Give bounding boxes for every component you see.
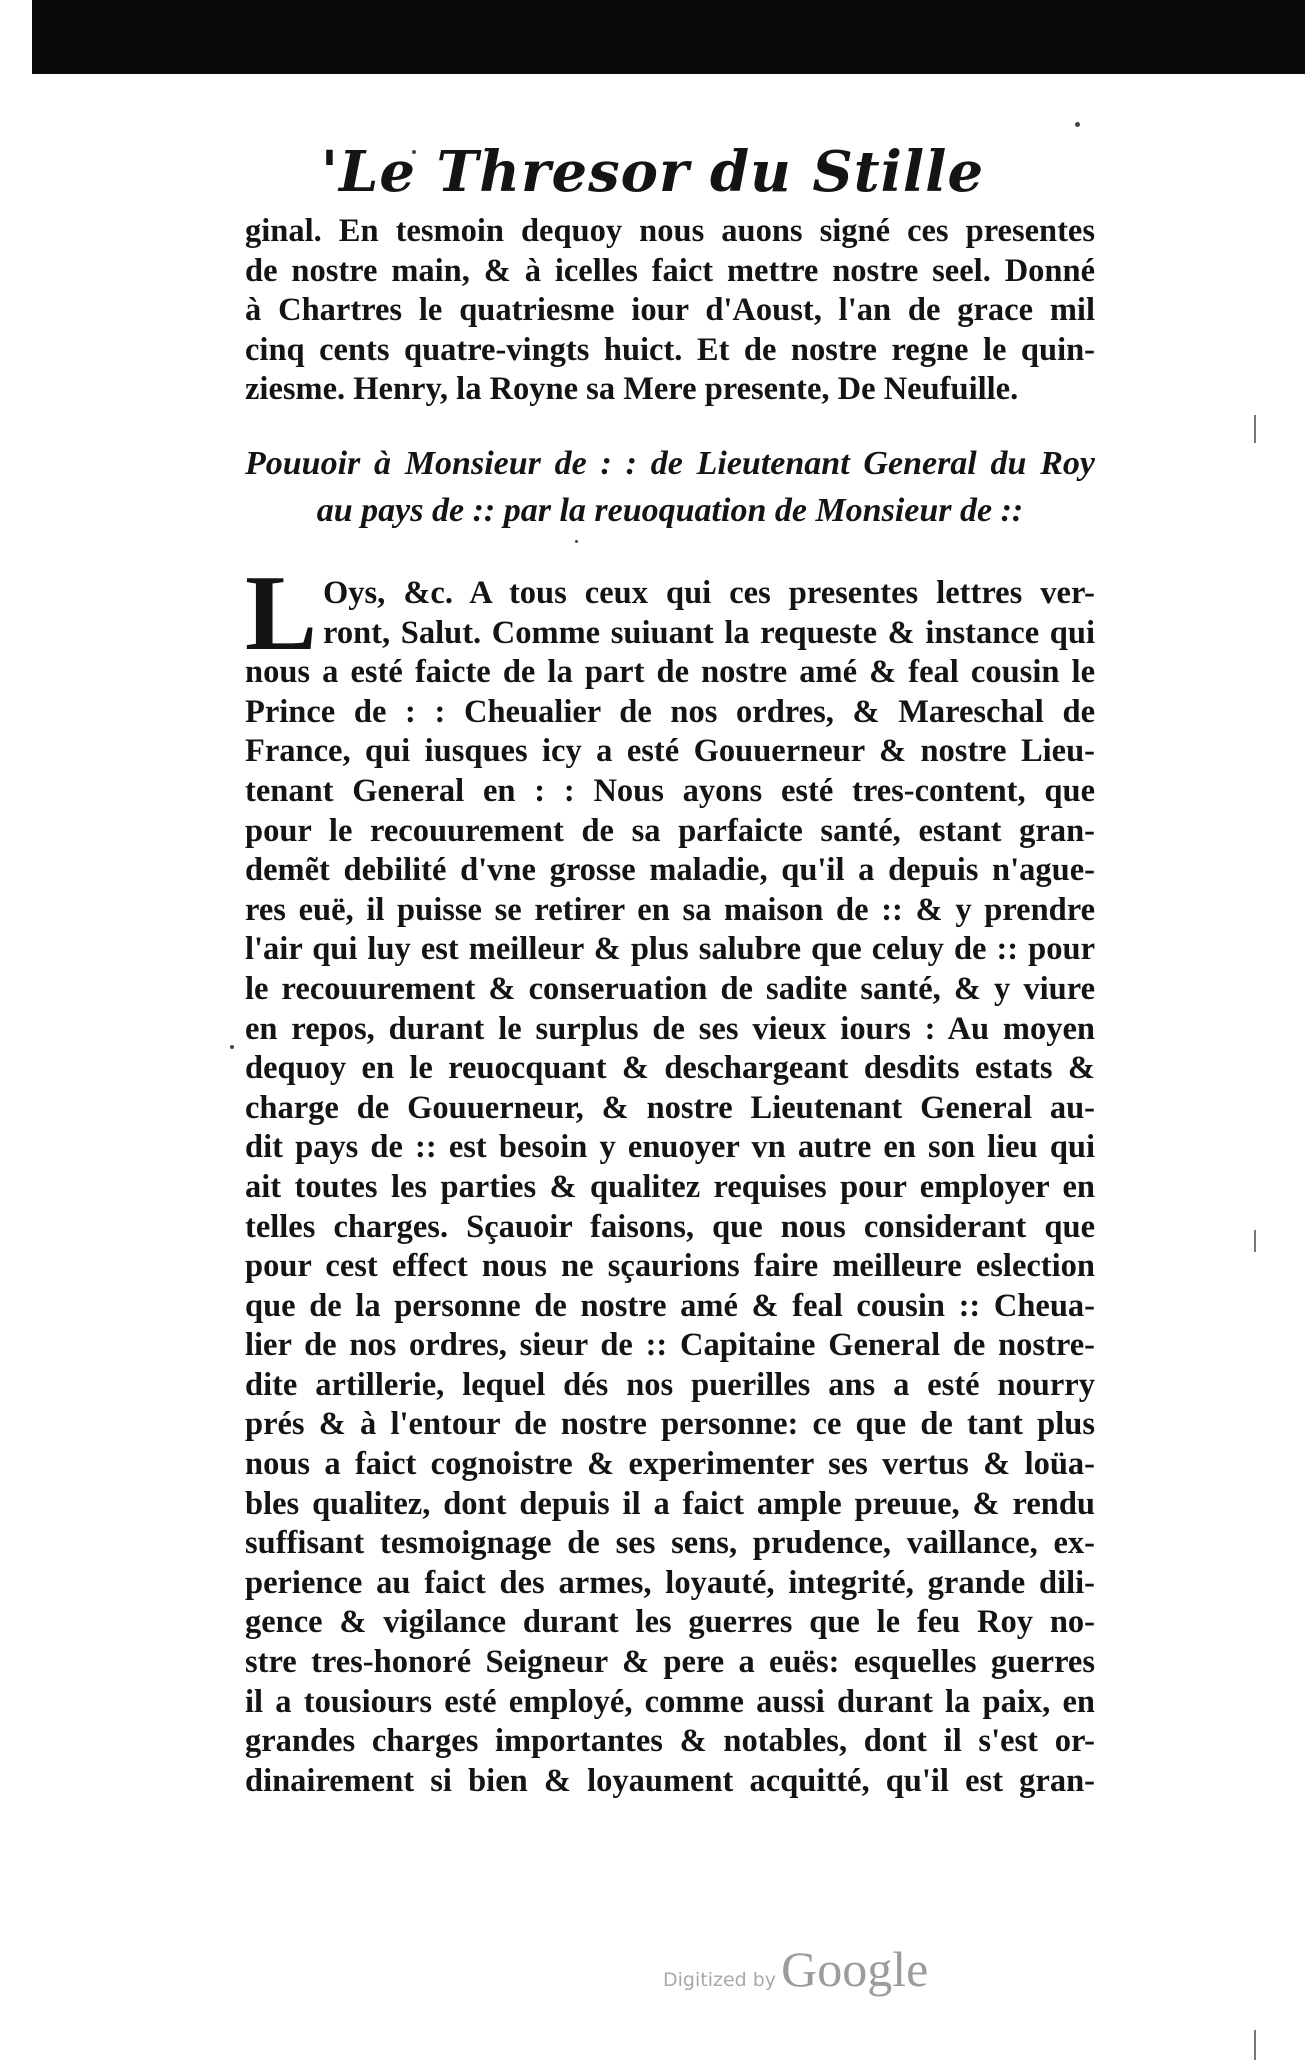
section-heading-line: au pays de :: par la reuoquation de Monsieur de :: [316, 492, 1024, 529]
watermark-prefix: Digitized by [663, 1969, 777, 1991]
scan-speck [1075, 122, 1080, 127]
text-line: prés & à l'entour de nostre personne: ce que de tant plus [245, 1406, 1095, 1443]
text-line: ait toutes les parties & qualitez requises pour employer en [245, 1168, 1095, 1205]
text-line: grandes charges importantes & notables, dont il s'est or- [245, 1723, 1095, 1760]
text-line: dequoy en le reuocquant & deschargeant desdits estats & [245, 1050, 1095, 1087]
text-line: lier de nos ordres, sieur de :: Capitaine General de nostre- [245, 1327, 1095, 1364]
text-line: que de la personne de nostre amé & feal cousin :: Cheua- [245, 1287, 1095, 1324]
text-line: charge de Gouuerneur, & nostre Lieutenant General au- [245, 1089, 1095, 1126]
text-line: suffisant tesmoignage de ses sens, prudence, vaillance, ex- [245, 1525, 1095, 1562]
text-line: ront, Salut. Comme suiuant la requeste & instance qui [323, 614, 1095, 651]
drop-cap: L [245, 554, 318, 673]
scan-speck [230, 1045, 234, 1049]
text-line: telles charges. Sçauoir faisons, que nous considerant que [245, 1208, 1095, 1245]
text-line: gence & vigilance durant les guerres que le feu Roy no- [245, 1604, 1095, 1641]
text-line: le recouurement & conseruation de sadite santé, & y viure [245, 970, 1095, 1007]
text-line: dit pays de :: est besoin y enuoyer vn autre en son lieu qui [245, 1129, 1095, 1166]
text-line: dite artillerie, lequel dés nos puerilles ans a esté nourry [245, 1366, 1095, 1403]
text-line: nous a faict cognoistre & experimenter ses vertus & loüa- [245, 1446, 1095, 1483]
text-line: ziesme. Henry, la Royne sa Mere presente, De Neufuille. [245, 371, 1019, 408]
text-line: tenant General en : : Nous ayons esté tres-content, que [245, 772, 1095, 809]
text-line: de nostre main, & à icelles faict mettre nostre seel. Donné [245, 252, 1095, 289]
text-line: Prince de : : Cheualier de nos ordres, & Mareschal de [245, 693, 1095, 730]
text-line: pour cest effect nous ne sçaurions faire meilleure eslection [245, 1248, 1095, 1285]
text-line: France, qui iusques icy a esté Gouuerneur & nostre Lieu- [245, 733, 1095, 770]
text-line: l'air qui luy est meilleur & plus salubre que celuy de :: pour [245, 931, 1095, 968]
text-line: en repos, durant le surplus de ses vieux iours : Au moyen [245, 1010, 1095, 1047]
text-line: nous a esté faicte de la part de nostre amé & feal cousin le [245, 654, 1095, 691]
text-line: dinairement si bien & loyaument acquitté, qu'il est gran- [245, 1762, 1095, 1799]
text-line: res euë, il puisse se retirer en sa maison de :: & y prendre [245, 891, 1095, 928]
scan-edge-mark [1254, 415, 1256, 443]
text-line: à Chartres le quatriesme iour d'Aoust, l'an de grace mil [245, 292, 1095, 329]
text-line: stre tres-honoré Seigneur & pere a euës: esquelles guerres [245, 1644, 1095, 1681]
text-line: pour le recouurement de sa parfaicte santé, estant gran- [245, 812, 1095, 849]
body-paragraph [245, 554, 1095, 1801]
scan-speck [575, 540, 578, 543]
text-line: bles qualitez, dont depuis il a faict ample preuue, & rendu [245, 1485, 1095, 1522]
google-logo: Google [781, 1941, 929, 1997]
text-line: Oys, &c. A tous ceux qui ces presentes lettres ver- [323, 575, 1095, 611]
scan-edge-mark [1254, 2030, 1256, 2060]
text-line: il a tousiours esté employé, comme aussi durant la paix, en [245, 1683, 1095, 1720]
running-head: 'Le Thresor du Stille [320, 139, 985, 205]
text-line: cinq cents quatre-vingts huict. Et de nostre regne le quin- [245, 331, 1095, 368]
text-line: perience au faict des armes, loyauté, integrité, grande dili- [245, 1564, 1095, 1601]
text-line: demẽt debilité d'vne grosse maladie, qu'il a depuis n'ague- [245, 852, 1095, 889]
digitized-by-watermark [663, 1940, 929, 1997]
continuation-paragraph [245, 212, 1095, 410]
text-line: ginal. En tesmoin dequoy nous auons signé ces presentes [245, 213, 1095, 249]
section-heading [245, 440, 1095, 534]
scan-top-border [32, 0, 1305, 74]
section-heading-line: Pouuoir à Monsieur de : : de Lieutenant General du Roy [245, 445, 1095, 482]
scan-edge-mark [1254, 1230, 1256, 1252]
